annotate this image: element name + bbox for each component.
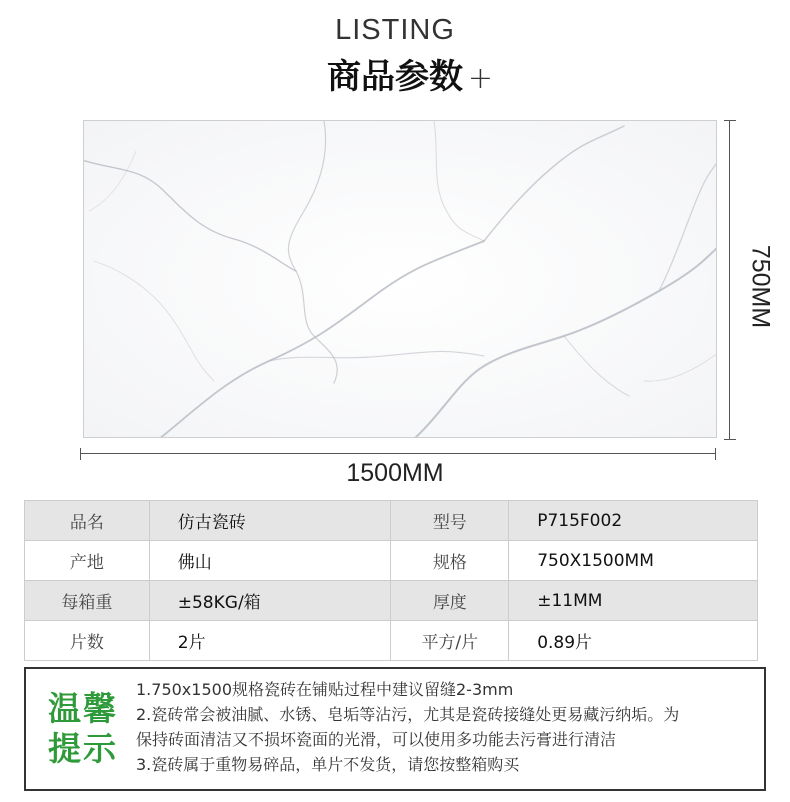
table-row xyxy=(25,501,758,541)
spec-value: 2片 xyxy=(149,621,391,661)
spec-key: 厚度 xyxy=(391,581,509,621)
tip-line: 3.瓷砖属于重物易碎品，单片不发货，请您按整箱购买 xyxy=(136,755,520,774)
table-row xyxy=(25,621,758,661)
spec-value: 0.89片 xyxy=(509,621,758,661)
spec-key: 平方/片 xyxy=(391,621,509,661)
width-dimension-label: 1500MM xyxy=(346,459,444,487)
tip-line: 1.750x1500规格瓷砖在铺贴过程中建议留缝2-3mm xyxy=(136,680,514,699)
tips-box xyxy=(24,667,766,791)
tips-title-line: 温馨 xyxy=(48,689,118,728)
header xyxy=(0,14,790,98)
marble-veins xyxy=(84,121,717,438)
spec-value: 仿古瓷砖 xyxy=(149,501,391,541)
spec-value: ±11MM xyxy=(509,581,758,621)
tip-line: 2.瓷砖常会被油腻、水锈、皂垢等沾污，尤其是瓷砖接缝处更易藏污纳垢。为 xyxy=(136,705,680,724)
spec-key: 产地 xyxy=(25,541,150,581)
spec-value: ±58KG/箱 xyxy=(149,581,391,621)
spec-value: 750X1500MM xyxy=(509,541,758,581)
table-row xyxy=(25,581,758,621)
spec-key: 型号 xyxy=(391,501,509,541)
spec-key: 品名 xyxy=(25,501,150,541)
tip-line: 保持砖面清洁又不损坏瓷面的光滑，可以使用多功能去污膏进行清洁 xyxy=(136,730,617,749)
page-title xyxy=(327,49,493,98)
tips-title-line: 提示 xyxy=(48,729,118,768)
spec-value: P715F002 xyxy=(509,501,758,541)
tips-title xyxy=(48,689,122,769)
page-title-text: 商品参数 xyxy=(327,57,463,97)
spec-table xyxy=(24,500,758,661)
spec-key: 片数 xyxy=(25,621,150,661)
spec-value: 佛山 xyxy=(149,541,391,581)
table-row xyxy=(25,541,758,581)
height-dimension-label: 750MM xyxy=(746,244,775,329)
height-dimension-line xyxy=(724,120,736,440)
plus-icon: + xyxy=(467,61,493,96)
listing-heading: LISTING xyxy=(335,14,455,46)
marble-tile-image xyxy=(83,120,717,438)
tips-list xyxy=(136,677,756,777)
spec-key: 每箱重 xyxy=(25,581,150,621)
spec-key: 规格 xyxy=(391,541,509,581)
